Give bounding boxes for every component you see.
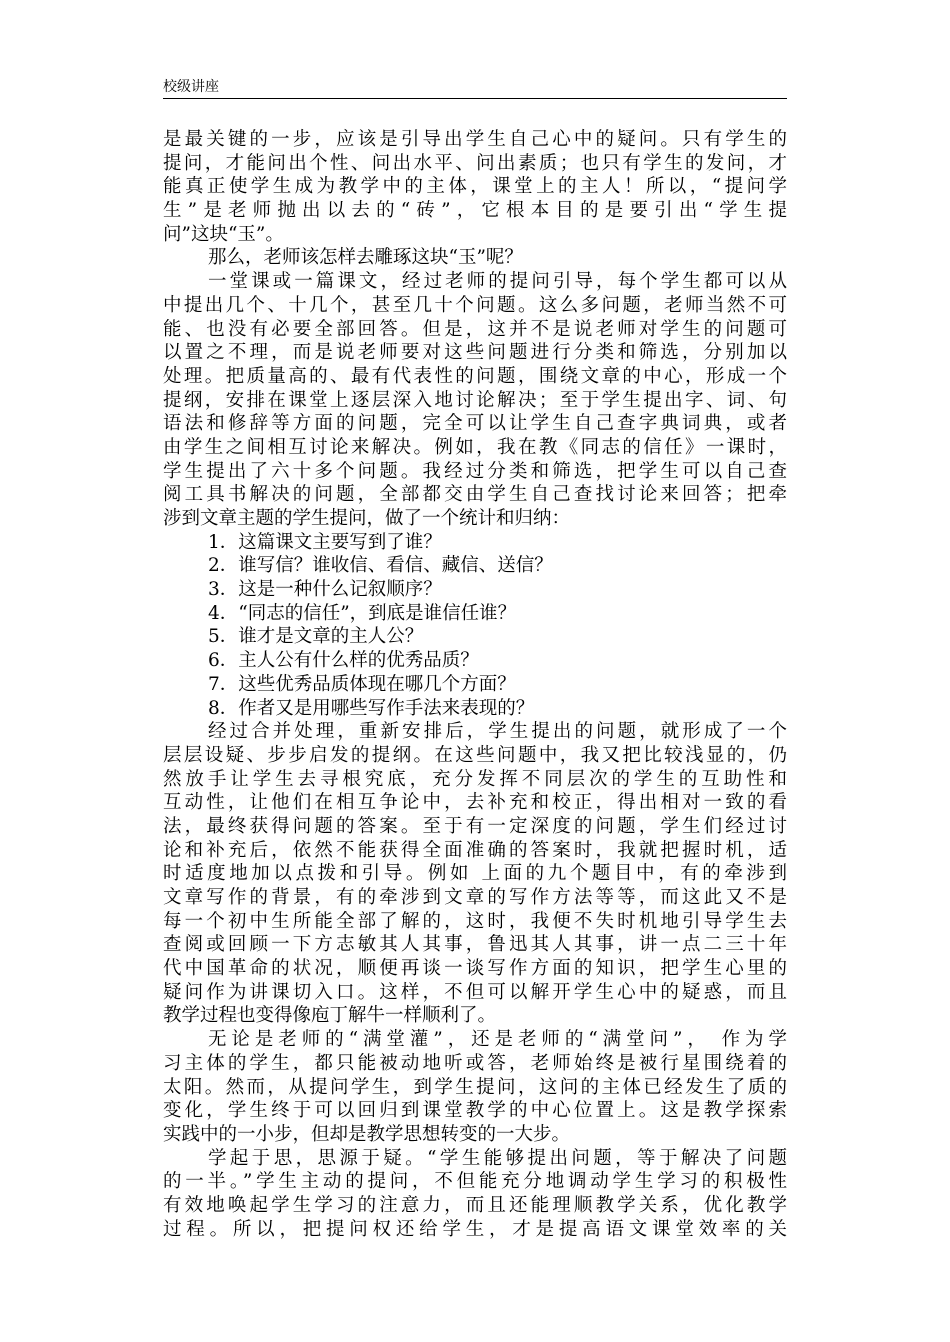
text-line: 习主体的学生，都只能被动地听或答，老师始终是被行星围绕着的 bbox=[163, 1052, 787, 1074]
text-line: 5．谁才是文章的主人公？ bbox=[208, 626, 424, 648]
text-line: 由学生之间相互讨论来解决。例如，我在教《同志的信任》一课时， bbox=[163, 436, 787, 458]
text-line: 6．主人公有什么样的优秀品质？ bbox=[208, 650, 479, 672]
text-line: 法，最终获得问题的答案。至于有一定深度的问题，学生们经过讨 bbox=[163, 815, 787, 837]
text-line: 是最关键的一步，应该是引导出学生自己心中的疑问。只有学生的 bbox=[163, 129, 787, 150]
text-line: 层层设疑、步步启发的提纲。在这些问题中，我又把比较浅显的，仍 bbox=[163, 744, 787, 766]
text-line: 能、也没有必要全部回答。但是，这并不是说老师对学生的问题可 bbox=[163, 318, 787, 340]
text-line: 处理。把质量高的、最有代表性的问题，围绕文章的中心，形成一个 bbox=[163, 365, 787, 387]
text-line: 过程。所以，把提问权还给学生，才是提高语文课堂效率的关 bbox=[163, 1218, 787, 1240]
text-line: 提问，才能问出个性、问出水平、问出素质；也只有学生的发问，才 bbox=[163, 152, 787, 174]
text-line: 时适度地加以点拨和引导。例如 上面的九个题目中，有的牵涉到 bbox=[163, 863, 787, 885]
text-line: 经过合并处理，重新安排后，学生提出的问题，就形成了一个 bbox=[208, 721, 787, 743]
text-line: 实践中的一小步，但却是教学思想转变的一大步。 bbox=[163, 1123, 571, 1145]
text-line: 然放手让学生去寻根究底，充分发挥不同层次的学生的互助性和 bbox=[163, 768, 787, 790]
text-line: 教学过程也变得像庖丁解牛一样顺利了。 bbox=[163, 1005, 497, 1027]
text-line: 中提出几个、十几个，甚至几十个问题。这么多问题，老师当然不可 bbox=[163, 294, 787, 316]
text-line: 一堂课或一篇课文，经过老师的提问引导，每个学生都可以从 bbox=[208, 271, 787, 293]
document-body bbox=[163, 128, 787, 1241]
text-line: 3．这是一种什么记叙顺序？ bbox=[208, 579, 442, 601]
text-line: 1．这篇课文主要写到了谁？ bbox=[208, 531, 442, 553]
header-title: 校级讲座 bbox=[163, 79, 219, 95]
text-line: 变化，学生终于可以回归到课堂教学的中心位置上。这是教学探索 bbox=[163, 1100, 787, 1122]
text-line: 2．谁写信？谁收信、看信、藏信、送信？ bbox=[208, 555, 553, 577]
text-line: 涉到文章主题的学生提问，做了一个统计和归纳： bbox=[163, 508, 571, 529]
page-header bbox=[163, 74, 787, 99]
text-line: 每一个初中生所能全部了解的，这时，我便不失时机地引导学生去 bbox=[163, 910, 787, 932]
text-line: 互动性，让他们在相互争论中，去补充和校正，得出相对一致的看 bbox=[163, 792, 787, 814]
text-line: 能真正使学生成为教学中的主体，课堂上的主人！所以，“提问学 bbox=[163, 176, 787, 198]
text-line: 学生提出了六十多个问题。我经过分类和筛选，把学生可以自己查 bbox=[163, 460, 787, 482]
text-line: 生”是老师抛出以去的“砖”，它根本目的是要引出“学生提 bbox=[163, 200, 787, 222]
text-line: 查阅或回顾一下方志敏其人其事，鲁迅其人其事，讲一点二三十年 bbox=[163, 934, 787, 956]
text-line: 7．这些优秀品质体现在哪几个方面？ bbox=[208, 673, 516, 695]
text-line: 文章写作的背景，有的牵涉到文章的写作方法等等，而这此又不是 bbox=[163, 887, 787, 908]
text-line: 学起于思，思源于疑。“学生能够提出问题，等于解决了问题 bbox=[208, 1147, 787, 1169]
text-line: 以置之不理，而是说老师要对这些问题进行分类和筛选，分别加以 bbox=[163, 342, 787, 364]
text-line: 问”这块“玉”。 bbox=[163, 223, 284, 245]
text-line: 太阳。然而，从提问学生，到学生提问，这问的主体已经发生了质的 bbox=[163, 1076, 787, 1098]
text-line: 8．作者又是用哪些写作手法来表现的？ bbox=[208, 697, 535, 719]
text-line: 那么，老师该怎样去雕琢这块“玉”呢？ bbox=[208, 247, 523, 269]
text-line: 阅工具书解决的问题，全部都交由学生自己查找讨论来回答；把牵 bbox=[163, 484, 787, 506]
text-line: 无论是老师的“满堂灌”，还是老师的“满堂问”， 作为学 bbox=[208, 1029, 787, 1051]
text-line: 有效地唤起学生学习的注意力，而且还能理顺教学关系，优化教学 bbox=[163, 1194, 787, 1216]
text-line: 疑问作为讲课切入口。这样，不但可以解开学生心中的疑惑，而且 bbox=[163, 981, 787, 1003]
text-line: 提纲，安排在课堂上逐层深入地讨论解决；至于学生提出字、词、句 bbox=[163, 389, 787, 411]
text-line: 论和补充后，依然不能获得全面准确的答案时，我就把握时机，适 bbox=[163, 839, 787, 861]
text-line: 语法和修辞等方面的问题，完全可以让学生自己查字典词典，或者 bbox=[163, 413, 787, 435]
text-line: 4．“同志的信任”，到底是谁信任谁？ bbox=[208, 602, 517, 624]
text-line: 代中国革命的状况，顺便再谈一谈写作方面的知识，把学生心里的 bbox=[163, 958, 787, 980]
text-line: 的一半。”学生主动的提问，不但能充分地调动学生学习的积极性 bbox=[163, 1171, 787, 1193]
